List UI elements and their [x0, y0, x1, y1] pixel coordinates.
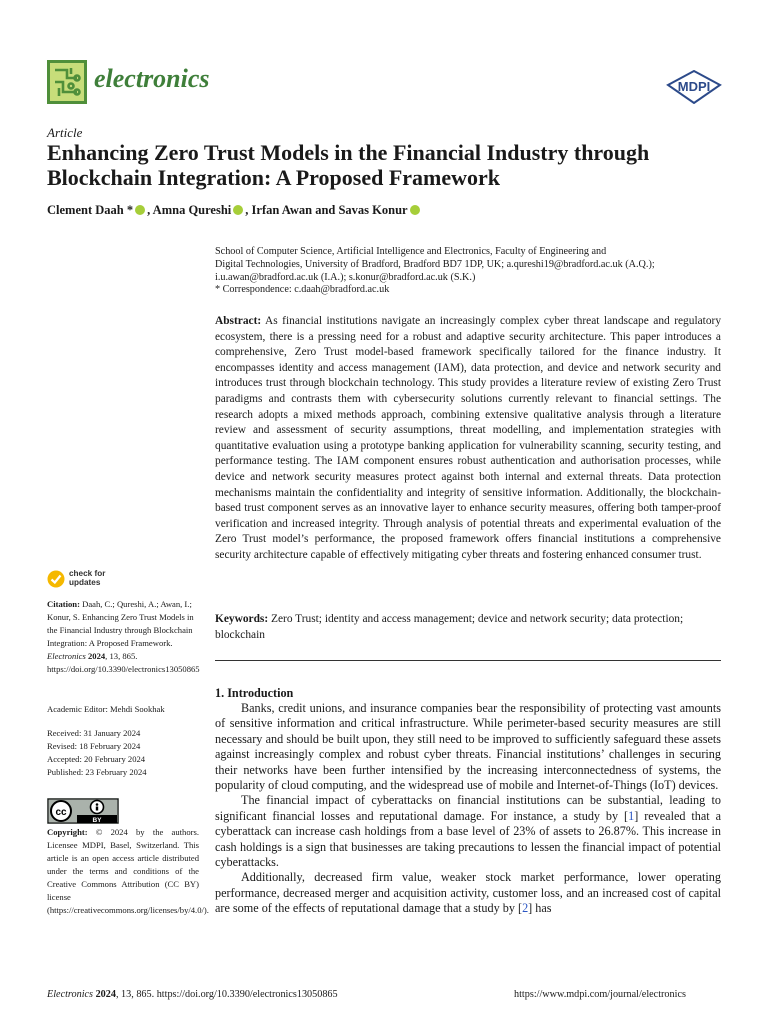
affiliation-line: i.u.awan@bradford.ac.uk (I.A.); s.konur@bradford.ac.uk (S.K.)	[215, 271, 476, 283]
svg-text:cc: cc	[55, 807, 67, 818]
journal-name: electronics	[94, 64, 210, 93]
footer-journal-url[interactable]: https://www.mdpi.com/journal/electronics	[514, 989, 686, 1000]
author-name: Clement Daah *	[47, 203, 134, 217]
correspondence-line: * Correspondence: c.daah@bradford.ac.uk	[215, 284, 390, 296]
date-accepted: Accepted: 20 February 2024	[47, 754, 146, 764]
publication-dates	[47, 727, 199, 779]
check-updates-line: updates	[69, 578, 101, 587]
citation-block	[47, 598, 199, 676]
orcid-icon[interactable]	[410, 205, 420, 215]
abstract	[215, 314, 721, 564]
affiliation-line: School of Computer Science, Artificial Intelligence and Electronics, Faculty of Engineering and	[215, 246, 607, 257]
footer-year: 2024	[95, 989, 116, 1000]
mdpi-logo-text: MDPI	[677, 79, 711, 94]
reference-link[interactable]: 1	[628, 808, 635, 823]
footer-citation	[47, 989, 338, 1000]
footer-journal: Electronics	[47, 989, 94, 1000]
check-updates-label	[69, 569, 105, 587]
reference-link[interactable]: 2	[522, 901, 529, 916]
orcid-icon[interactable]	[135, 205, 145, 215]
citation-doi[interactable]: , 13, 865. https://doi.org/10.3390/electronics13050865	[47, 651, 200, 674]
cc-by-label: BY	[92, 817, 102, 824]
abstract-label: Abstract:	[215, 315, 262, 327]
paragraph-text: ] revealed that a cyberattack can increase cash holdings from a base level of 23% of assets to 26.87%. This increase in cash holdings is a sign that businesses are taking precautions to lessen the financial impact of potential cyberattacks.	[215, 808, 721, 870]
author-separator: ,	[147, 203, 153, 217]
copyright-notice	[47, 826, 209, 917]
affiliation-line: Digital Technologies, University of Bradford, Bradford BD7 1DP, UK; a.qureshi19@bradford.ac.uk (A.Q.);	[215, 258, 655, 270]
citation-year: 2024	[87, 651, 106, 661]
footer-doi-link[interactable]: , 13, 865. https://doi.org/10.3390/electronics13050865	[115, 989, 338, 1000]
author-name: Irfan Awan and Savas Konur	[251, 203, 408, 217]
academic-editor: Academic Editor: Mehdi Sookhak	[47, 704, 165, 714]
date-published: Published: 23 February 2024	[47, 767, 147, 777]
keywords-text: Zero Trust; identity and access management; device and network security; data protection; blockchain	[215, 613, 684, 641]
affiliations	[215, 246, 725, 297]
orcid-icon[interactable]	[233, 205, 243, 215]
date-received: Received: 31 January 2024	[47, 728, 141, 738]
paragraph-text: ] has	[528, 901, 552, 916]
paragraph-text: The financial impact of cyberattacks on financial institutions can be substantial, leading to significant financial losses and reputational damage. For instance, a study by [	[215, 793, 721, 823]
abstract-text: As financial institutions navigate an increasingly complex cyber threat landscape and regulatory ecosystem, there is a pressing need for a robust and adaptive security architecture. This paper introduces a comprehensive, Zero Trust model-based framework specifically tailored for the finance industry. It encompasses identity and access management (IAM), data protection, and device and network security and introduces trust through blockchain technology. This study provides a literature review of existing Zero Trust paradigms and contrasts them with cybersecurity solutions currently relevant to financial settings. The research adopts a mixed methods approach, combining extensive qualitative analysis through a literature review and assessment of security assumptions, threat modelling, and implementation strategies with quantitative evaluation using a prototype banking application for vulnerability scanning, security testing, and performance testing. The IAM component ensures robust authentication and authorisation processes, while device and network security measures protect against both internal and external threats. Data protection mechanisms maintain the confidentiality and integrity of sensitive information. Additionally, the blockchain-based trust component serves as an innovative layer to enhance security measures, offering both tamper-proof verification and increased integrity. Through analysis of potential threats and experimental evaluation of the Zero Trust model’s performance, the proposed framework offers financial institutions a comprehensive security architecture capable of effectively mitigating cyber threats and fostering enhanced consumer trust.	[215, 315, 722, 561]
author-separator: ,	[245, 203, 252, 217]
keywords-label: Keywords:	[215, 613, 269, 625]
section-heading: 1. Introduction	[215, 686, 294, 700]
check-updates-line: check for	[69, 569, 106, 578]
citation-label: Citation:	[47, 599, 80, 609]
journal-logo-icon	[47, 60, 87, 104]
keywords	[215, 612, 721, 643]
check-for-updates-button[interactable]	[47, 568, 127, 592]
date-revised: Revised: 18 February 2024	[47, 741, 141, 751]
copyright-label: Copyright:	[47, 827, 88, 837]
citation-journal: Electronics	[47, 651, 86, 661]
body-text	[215, 701, 721, 917]
paragraph-text: Banks, credit unions, and insurance companies bear the responsibility of protecting vast amounts of sensitive information and critical infrastructure. While perimeter-based security measures are still necessary and should be built upon, they still need to be improved to sufficiently safeguard these assets against increasingly complex and robust cyber threats. Financial institutions’ challenges in securing their networks have been further intensified by the increasing interconnectedness of systems, the popularity of cloud computing, and the widespread use of mobile and Internet-of-Things (IoT) devices.	[215, 701, 721, 793]
paragraph	[215, 870, 721, 916]
article-title: Enhancing Zero Trust Models in the Financial Industry through Blockchain Integration: A Proposed Framework	[47, 140, 650, 190]
author-name: Amna Qureshi	[152, 203, 232, 217]
paragraph	[215, 701, 721, 793]
check-updates-icon	[47, 570, 65, 588]
citation-text: Daah, C.; Qureshi, A.; Awan, I.; Konur, S. Enhancing Zero Trust Models in the Financial Industry through Blockchain Integration: A Proposed Framework.	[47, 599, 194, 648]
mdpi-logo-icon	[666, 70, 722, 104]
cc-by-license-icon[interactable]	[47, 798, 119, 824]
section-divider	[215, 660, 721, 661]
author-list	[47, 203, 422, 218]
article-type: Article	[47, 125, 83, 140]
paragraph-text: Additionally, decreased firm value, weaker stock market performance, lower operating performance, decreased merger and acquisition activity, customer loss, and an increased cost of capital are some of the effects of reputational damage that a study by [	[215, 870, 721, 916]
copyright-text: © 2024 by the authors. Licensee MDPI, Basel, Switzerland. This article is an open access article distributed under the terms and conditions of the Creative Commons Attribution (CC BY) license (https://creativecommons.org/licenses/by/4.0/).	[47, 827, 209, 915]
paragraph	[215, 793, 721, 870]
